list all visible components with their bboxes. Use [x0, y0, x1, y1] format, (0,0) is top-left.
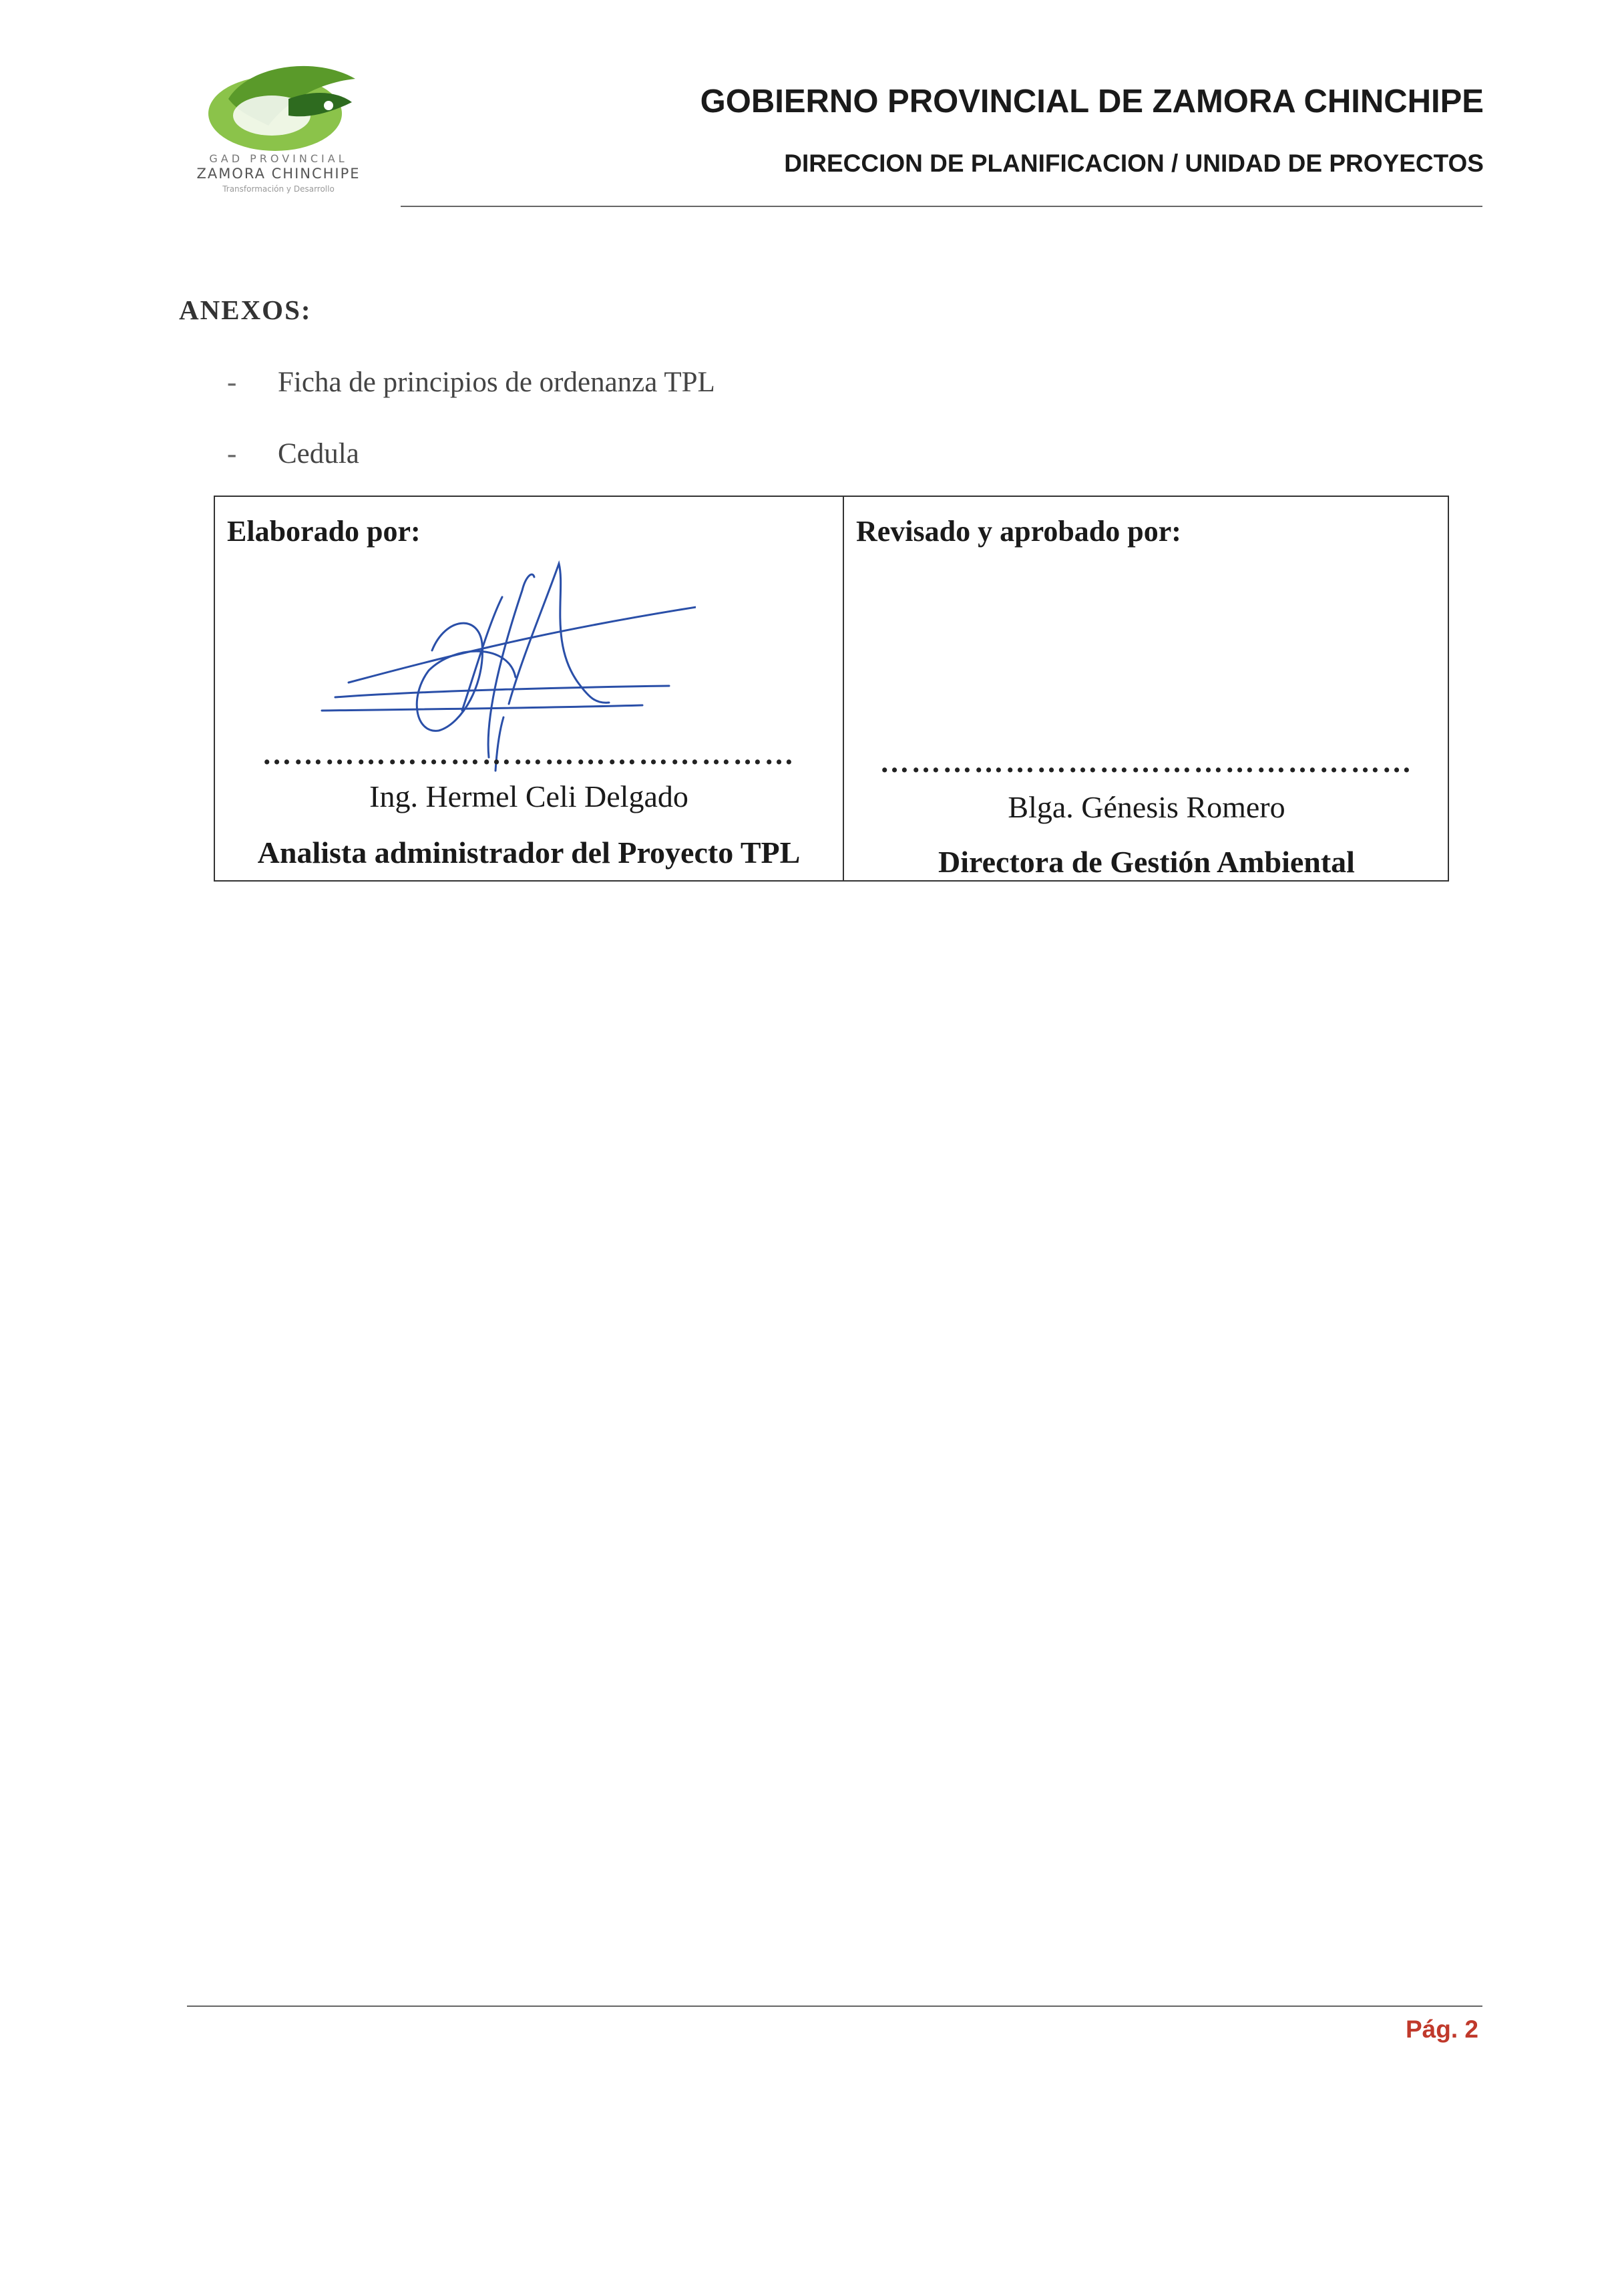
signature-table	[214, 496, 1449, 882]
logo-text-line1: GAD PROVINCIAL	[209, 152, 348, 165]
annex-list-item	[227, 366, 715, 399]
logo-text-line2: ZAMORA CHINCHIPE	[196, 166, 361, 182]
prepared-by-heading: Elaborado por:	[227, 515, 421, 548]
approved-by-heading: Revisado y aprobado por:	[856, 515, 1181, 548]
signature-line: ……………………………………………	[879, 746, 1414, 779]
logo-text-line3: Transformación y Desarrollo	[222, 184, 335, 194]
header-subtitle: DIRECCION DE PLANIFICACION / UNIDAD DE PROYECTOS	[784, 150, 1484, 177]
annex-item-text: Ficha de principios de ordenanza TPL	[278, 367, 715, 398]
organization-logo	[175, 52, 382, 212]
annex-item-text: Cedula	[278, 438, 359, 469]
footer-divider	[187, 2006, 1482, 2007]
bullet-dash: -	[227, 367, 237, 398]
page-number: Pág. 2	[1406, 2016, 1478, 2043]
approved-by-role: Directora de Gestión Ambiental	[938, 845, 1355, 879]
annex-title: ANEXOS:	[179, 295, 312, 325]
approved-by-name: Blga. Génesis Romero	[1008, 790, 1285, 824]
approved-by-cell	[844, 497, 1449, 880]
leaf-logo-icon	[188, 52, 375, 159]
signature-line: ……………………………………………	[262, 738, 796, 771]
annex-list-item	[227, 437, 359, 470]
prepared-by-role: Analista administrador del Proyecto TPL	[257, 835, 801, 870]
prepared-by-cell	[215, 497, 843, 880]
header-title: GOBIERNO PROVINCIAL DE ZAMORA CHINCHIPE	[700, 83, 1484, 120]
header-divider	[401, 206, 1482, 207]
prepared-by-name: Ing. Hermel Celi Delgado	[369, 779, 688, 813]
bullet-dash: -	[227, 438, 237, 469]
